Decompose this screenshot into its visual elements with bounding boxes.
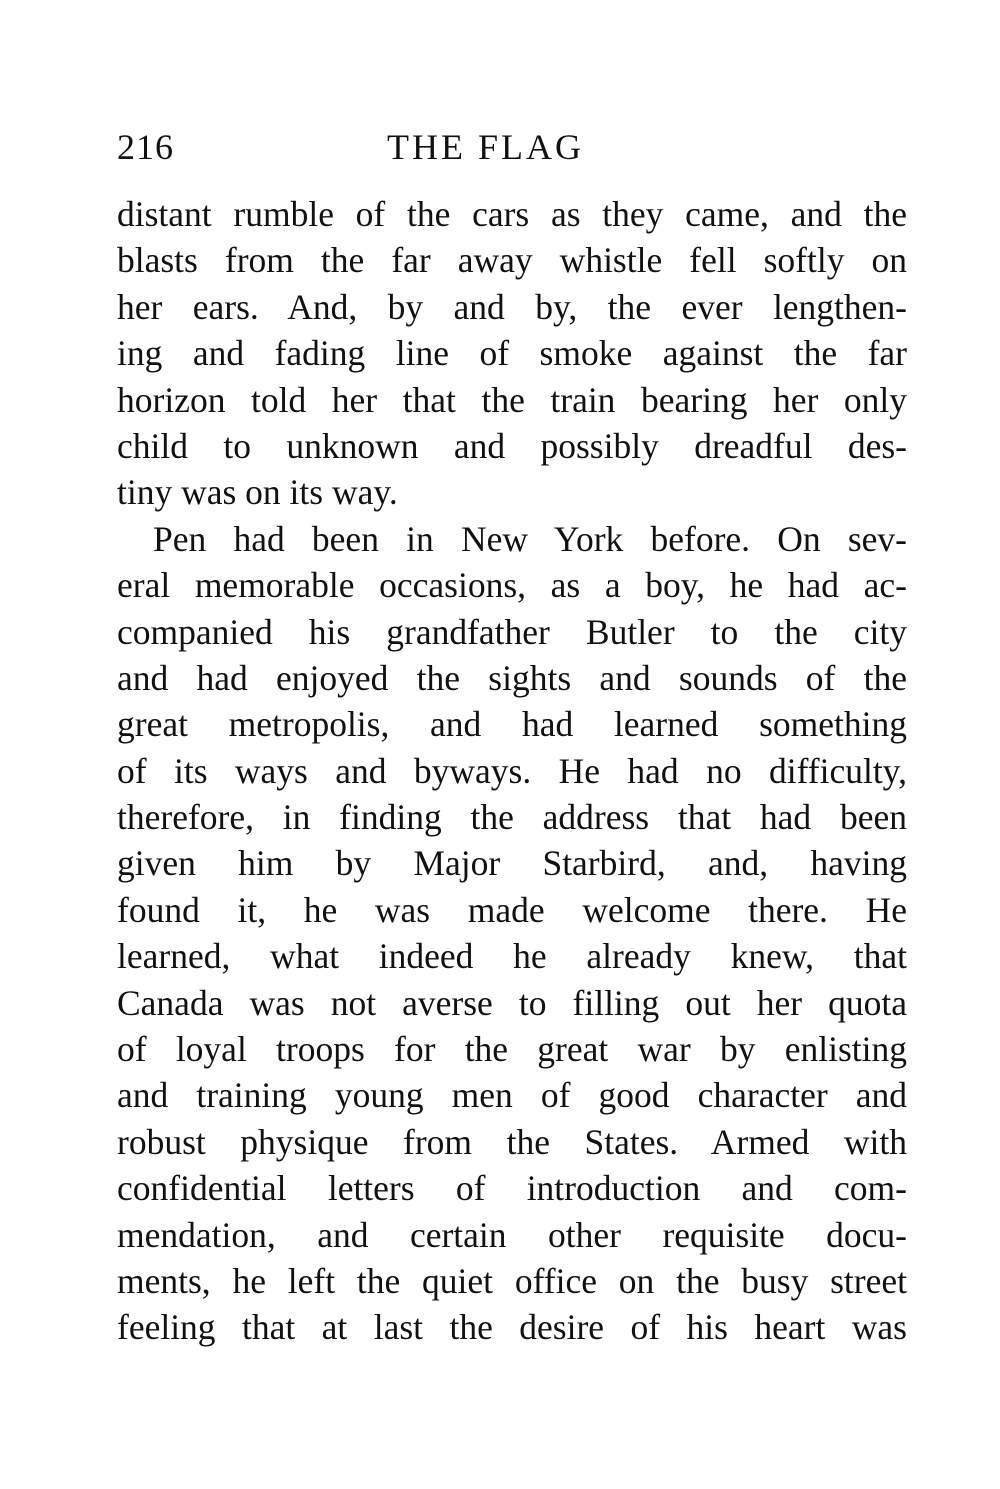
text-line: and training young men of good character and bbox=[117, 1075, 907, 1116]
text-line: blasts from the far away whistle fell softly on bbox=[117, 240, 907, 281]
text-line: confidential letters of introduction and com- bbox=[117, 1168, 907, 1209]
text-line: robust physique from the States. Armed with bbox=[117, 1121, 907, 1162]
page-number: 216 bbox=[117, 127, 174, 167]
text-line: ing and fading line of smoke against the far bbox=[117, 333, 907, 374]
text-line: found it, he was made welcome there. He bbox=[117, 889, 907, 930]
text-line: her ears. And, by and by, the ever lengthen- bbox=[117, 286, 907, 327]
text-line: learned, what indeed he already knew, that bbox=[117, 936, 907, 977]
text-line: child to unknown and possibly dreadful des- bbox=[117, 425, 907, 466]
text-line: great metropolis, and had learned something bbox=[117, 704, 907, 745]
page-header bbox=[117, 124, 907, 170]
paragraph-2 bbox=[117, 516, 907, 1351]
text-line: Canada was not averse to filling out her quota bbox=[117, 982, 907, 1023]
text-line: Pen had been in New York before. On sev- bbox=[153, 518, 907, 559]
text-line: of loyal troops for the great war by enlisting bbox=[117, 1029, 907, 1070]
text-line: horizon told her that the train bearing her only bbox=[117, 379, 907, 420]
text-line: mendation, and certain other requisite docu- bbox=[117, 1214, 907, 1255]
text-line: given him by Major Starbird, and, having bbox=[117, 843, 907, 884]
text-line: and had enjoyed the sights and sounds of the bbox=[117, 657, 907, 698]
text-line: ments, he left the quiet office on the busy street bbox=[117, 1260, 907, 1301]
text-line: of its ways and byways. He had no difficulty, bbox=[117, 750, 907, 791]
text-line: companied his grandfather Butler to the city bbox=[117, 611, 907, 652]
text-line: distant rumble of the cars as they came, and the bbox=[117, 194, 907, 234]
text-line: feeling that at last the desire of his heart was bbox=[117, 1307, 907, 1348]
text-line: therefore, in finding the address that had been bbox=[117, 797, 907, 838]
text-line: eral memorable occasions, as a boy, he had ac- bbox=[117, 565, 907, 606]
body-text bbox=[117, 191, 907, 1351]
paragraph-1 bbox=[117, 191, 907, 516]
running-title: THE FLAG bbox=[387, 127, 584, 167]
text-line: tiny was on its way. bbox=[117, 472, 398, 513]
